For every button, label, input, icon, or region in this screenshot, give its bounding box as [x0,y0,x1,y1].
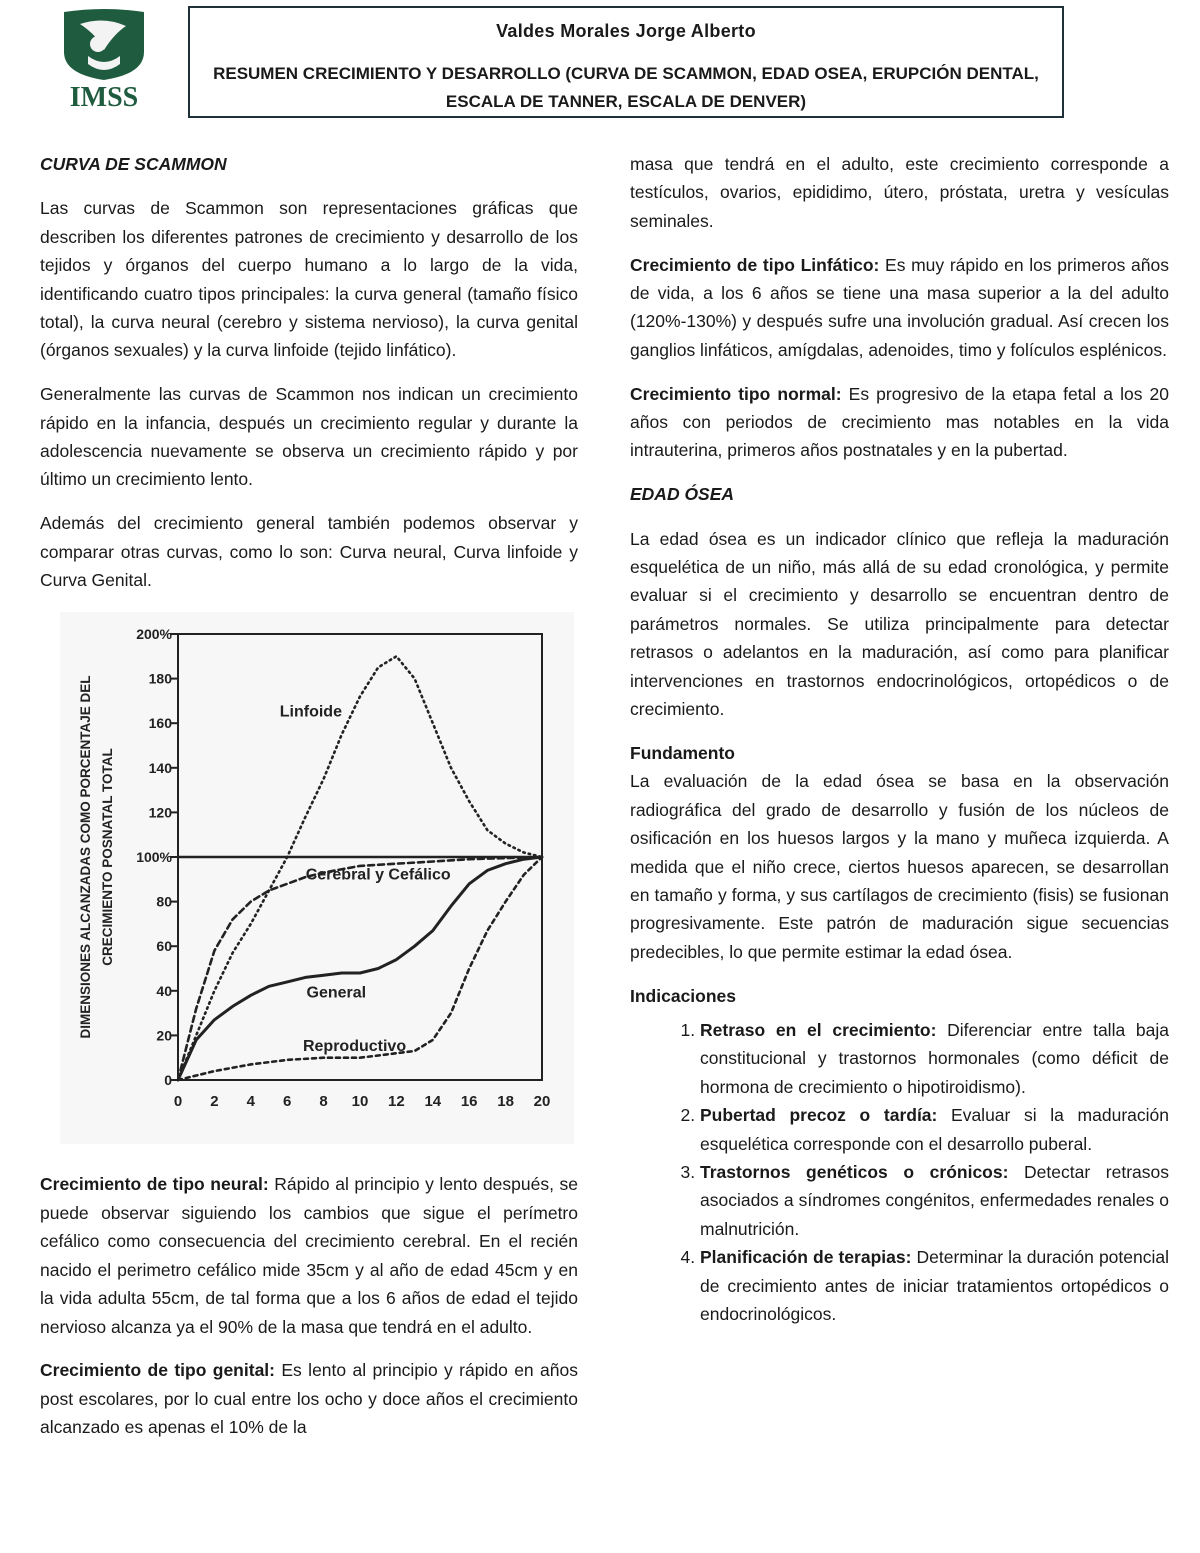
indications-list [630,1016,1169,1328]
document-title: RESUMEN CRECIMIENTO Y DESARROLLO (CURVA DE SCAMMON, EDAD OSEA, ERUPCIÓN DENTAL, ESCALA DE TANNER, ESCALA DE DENVER) [213,64,1039,111]
indication-label: Retraso en el crecimiento: [700,1019,937,1040]
paragraph-genital [40,1356,578,1441]
neural-text: Rápido al principio y lento después, se puede observar siguiendo los cambios que sigue el perímetro cefálico como consecuencia del crecimiento cerebral. En el recién nacido el perimetro cefálico mide 35cm y al año de edad 45cm y en la vida adulta 55cm, de tal forma que a los 6 años de edad el tejido nervioso alcanza ya el 90% de la masa que tendrá en el adulto. [40,1174,579,1337]
paragraph-normal [630,380,1169,465]
normal-text: Es progresivo de la etapa fetal a los 20 años con periodos de crecimiento mas notables en la vida intrauterina, primeros años postnatales y en la pubertad. [630,383,1169,461]
x-tick-label: 10 [351,1093,369,1111]
y-tick-label: 100% [136,849,172,866]
indication-label: Trastornos genéticos o crónicos: [700,1161,1009,1182]
y-tick-label: 160 [148,715,172,732]
subtitle-indicaciones: Indicaciones [630,985,737,1006]
y-tick-label: 20 [156,1027,172,1044]
series-label: Cerebral y Cefálico [305,866,451,884]
paragraph: Las curvas de Scammon son representaciones gráficas que describen los diferentes patrones de crecimiento y desarrollo de los tejidos y órganos del cuerpo humano a lo largo de la vida, identificando cuatro tipos principales: la curva general (tamaño físico total), la curva neural (cerebro y sistema nervioso), la curva genital (órganos sexuales) y la curva linfoide (tejido linfático). [40,198,578,361]
paragraph-fundamento: La evaluación de la edad ósea se basa en la observación radiográfica del grado de desarrollo y fusión de los núcleos de osificación en los huesos largos y la mano y muñeca izquierda. A medida que el niño crece, ciertos huesos aparecen, se desarrollan en tamaño y forma, y sus cartílagos de crecimiento (fisis) se fusionan progresivamente. Este patrón de maduración sigue secuencias predecibles, lo que permite estimar la edad ósea. [630,771,1169,962]
x-tick-label: 4 [246,1093,255,1111]
x-tick-label: 20 [533,1093,551,1111]
indication-text: Evaluar si la maduración esquelética corresponde con el desarrollo puberal. [700,1105,1169,1154]
series-label: Reproductivo [302,1038,407,1056]
paragraph-edad-osea: La edad ósea es un indicador clínico que refleja la maduración esquelética de un niño, más allá de su edad cronológica, y permite evaluar si el crecimiento y desarrollo se encuentran dentro de parámetros normales. Se utiliza principalmente para detectar retrasos o adelantos en la maduración, así como para planificar intervenciones en trastornos endocrinológicos, ortopédicos o de crecimiento. [630,528,1169,720]
y-tick-label: 40 [156,983,172,1000]
neural-label: Crecimiento de tipo neural: [40,1174,269,1195]
section-title-edad-osea: EDAD ÓSEA [630,484,735,505]
list-item [700,1243,1169,1328]
subtitle-fundamento: Fundamento [630,742,735,763]
indication-text: Diferenciar entre talla baja constitucional y trastornos hormonales (como déficit de hormona de crecimiento o hipotiroidismo). [700,1019,1170,1097]
series-label: Linfoide [279,703,342,721]
list-item [700,1158,1169,1243]
x-tick-label: 2 [210,1093,219,1111]
y-tick-label: 60 [156,938,172,955]
imss-logo [58,6,150,114]
linfatico-label: Crecimiento de tipo Linfático: [630,254,880,275]
author-name: Valdes Morales Jorge Alberto [496,21,756,41]
y-tick-label: 0 [164,1072,172,1089]
paragraph-continuation: masa que tendrá en el adulto, este crecimiento corresponde a testículos, ovarios, epididimo, útero, próstata, uretra y vesículas seminales. [630,154,1169,231]
y-axis-label [78,676,115,1039]
y-axis-label-line2: CRECIMIENTO POSNATAL TOTAL [100,748,115,967]
x-tick-label: 18 [497,1093,514,1111]
section-title-scammon: CURVA DE SCAMMON [40,154,227,174]
scammon-chart-svg [60,612,574,1144]
logo-text: IMSS [69,82,139,113]
indication-text: Detectar retrasos asociados a síndromes congénitos, enfermedades renales o malnutrición. [700,1161,1169,1239]
y-tick-label: 180 [148,671,172,688]
indication-label: Pubertad precoz o tardía: [700,1105,938,1126]
x-tick-label: 0 [173,1093,183,1111]
paragraph: Generalmente las curvas de Scammon nos indican un crecimiento rápido en la infancia, después un crecimiento regular y durante la adolescencia nuevamente se observa un crecimiento rápido y por último un crecimiento lento. [40,384,578,490]
normal-label: Crecimiento tipo normal: [630,383,842,404]
linfatico-text: Es muy rápido en los primeros años de vida, a los 6 años se tiene una masa superior a la del adulto (120%-130%) y después sufre una involución gradual. Así crecen los ganglios linfáticos, amígdalas, adenoides, timo y folículos esplénicos. [630,254,1169,360]
paragraph-neural [40,1170,578,1340]
paragraph: Además del crecimiento general también podemos observar y comparar otras curvas, como lo son: Curva neural, Curva linfoide y Curva Genital. [40,513,578,591]
indication-text: Determinar la duración potencial de crecimiento antes de iniciar tratamientos ortopédicos o endocrinológicos. [700,1247,1169,1324]
x-tick-label: 16 [460,1093,478,1111]
y-tick-label: 140 [148,760,172,777]
list-item [700,1101,1169,1158]
series-label: General [306,984,367,1002]
y-axis-label-line1: DIMENSIONES ALCANZADAS COMO PORCENTAJE DEL [78,675,93,1039]
y-tick-label: 80 [156,894,172,911]
paragraph-linfatico [630,251,1169,365]
right-column [630,150,1169,1328]
list-item [700,1016,1169,1101]
x-tick-label: 14 [424,1093,442,1111]
left-column [40,150,578,1457]
genital-text: Es lento al principio y rápido en años post escolares, por lo cual entre los ocho y doce años el crecimiento alcanzado es apenas el 10% de la [40,1360,578,1438]
header-box [188,6,1064,118]
genital-label: Crecimiento de tipo genital: [40,1360,275,1381]
x-tick-label: 6 [283,1093,292,1111]
scammon-chart [60,612,574,1144]
indication-label: Planificación de terapias: [700,1247,912,1268]
x-tick-label: 8 [319,1093,328,1111]
y-tick-label: 200% [136,626,172,643]
y-tick-label: 120 [148,804,172,821]
x-tick-label: 12 [388,1093,405,1111]
